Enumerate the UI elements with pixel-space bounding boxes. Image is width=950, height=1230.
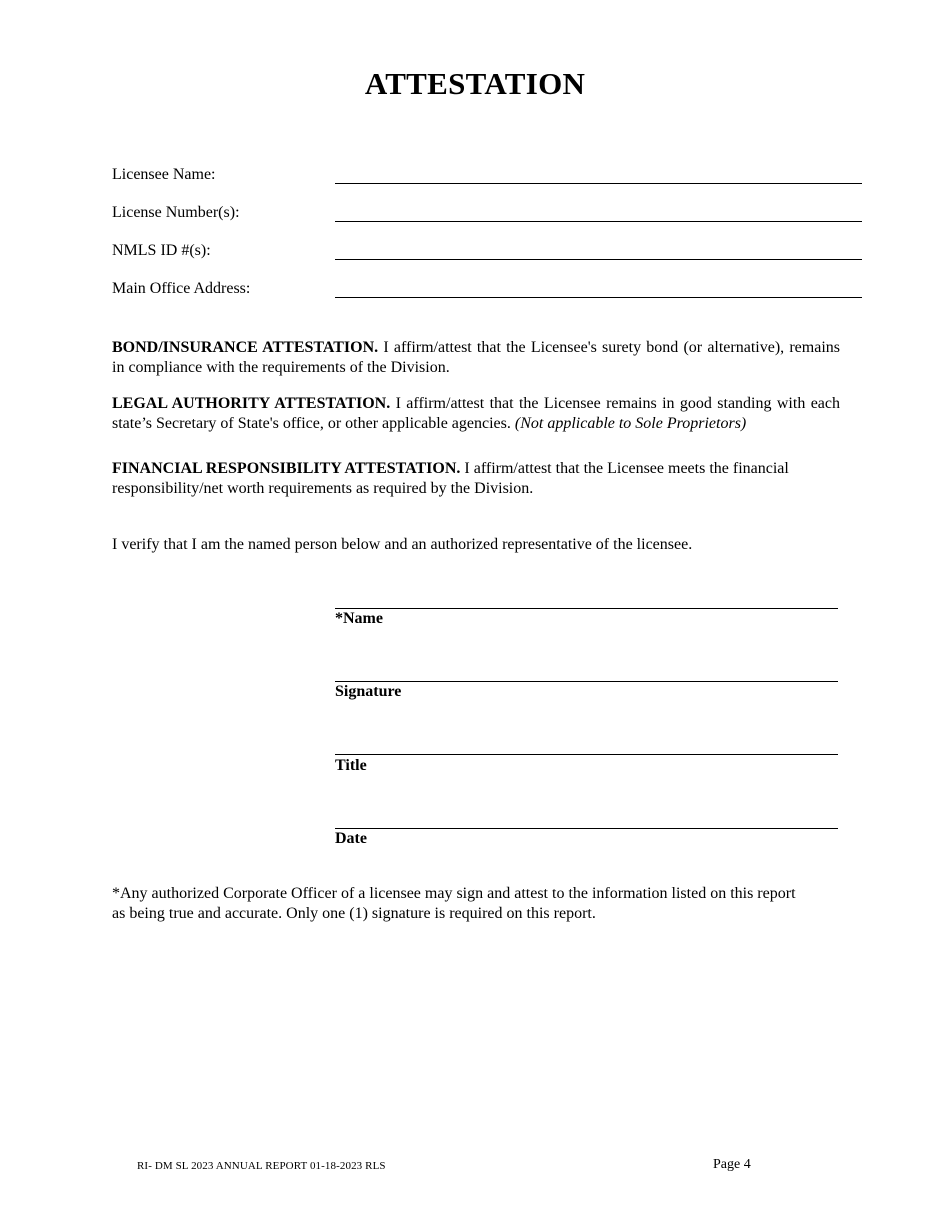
nmls-id-label: NMLS ID #(s): — [112, 242, 211, 259]
verification-statement: I verify that I am the named person below and an authorized representative of the licensee. — [112, 536, 693, 553]
licensee-name-label: Licensee Name: — [112, 166, 216, 183]
footnote: *Any authorized Corporate Officer of a licensee may sign and attest to the information listed on this report as being true and accurate. Only one (1) signature is required on this report. — [112, 885, 796, 922]
name-signature-line[interactable] — [335, 608, 838, 609]
legal-heading: LEGAL AUTHORITY ATTESTATION. — [112, 395, 391, 412]
license-number-field[interactable] — [335, 221, 862, 222]
nmls-id-field[interactable] — [335, 259, 862, 260]
financial-responsibility-attestation — [112, 459, 792, 498]
financial-heading: FINANCIAL RESPONSIBILITY ATTESTATION. — [112, 460, 461, 477]
title-label: Title — [335, 757, 367, 774]
main-office-address-field[interactable] — [335, 297, 862, 298]
licensee-name-field[interactable] — [335, 183, 862, 184]
license-number-label: License Number(s): — [112, 204, 240, 221]
date-signature-line[interactable] — [335, 828, 838, 829]
footer-document-id: RI- DM SL 2023 ANNUAL REPORT 01-18-2023 RLS — [137, 1160, 386, 1172]
bond-text: I affirm/attest that the Licensee's surety bond (or alternative), remains in compliance with the requirements of the Division. — [112, 339, 840, 376]
bond-insurance-attestation — [112, 338, 840, 377]
legal-note: (Not applicable to Sole Proprietors) — [514, 414, 747, 432]
legal-authority-attestation — [112, 394, 840, 433]
legal-text: I affirm/attest that the Licensee remains in good standing with each state’s Secretary of State's office, or other applicable agencies. — [112, 395, 840, 432]
title-signature-line[interactable] — [335, 754, 838, 755]
main-office-address-label: Main Office Address: — [112, 280, 251, 297]
page-number: Page 4 — [713, 1157, 751, 1172]
signature-label: Signature — [335, 683, 402, 700]
financial-text: I affirm/attest that the Licensee meets the financial responsibility/net worth requirements as required by the Division. — [112, 460, 789, 497]
signature-line[interactable] — [335, 681, 838, 682]
date-label: Date — [335, 830, 367, 847]
page-title: ATTESTATION — [364, 66, 586, 101]
bond-heading: BOND/INSURANCE ATTESTATION. — [112, 339, 379, 356]
name-label: *Name — [335, 610, 383, 627]
